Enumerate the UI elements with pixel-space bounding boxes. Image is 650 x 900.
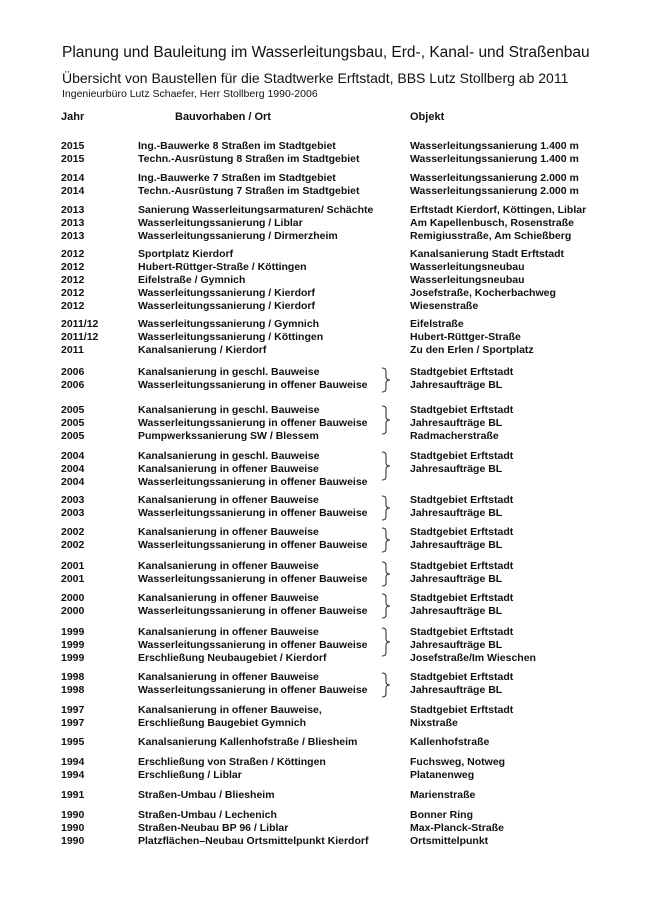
row-object: Jahresaufträge BL [410, 573, 503, 585]
row-project: Kanalsanierung in geschl. Bauweise [138, 366, 320, 378]
row-object: Kanalsanierung Stadt Erftstadt [410, 248, 565, 260]
row-project: Techn.-Ausrüstung 8 Straßen im Stadtgebiet [138, 153, 360, 165]
row-year: 2004 [61, 450, 85, 462]
table-row [0, 684, 650, 697]
table-row [0, 318, 650, 331]
row-year: 2015 [61, 153, 85, 165]
table-row [0, 605, 650, 618]
row-project: Pumpwerkssanierung SW / Blessem [138, 430, 319, 442]
row-year: 2013 [61, 204, 85, 216]
row-project: Wasserleitungssanierung in offener Bauweise [138, 539, 368, 551]
table-row [0, 652, 650, 665]
table-row [0, 822, 650, 835]
row-object: Wasserleitungssanierung 1.400 m [410, 140, 579, 152]
row-year: 1994 [61, 756, 85, 768]
row-year: 2015 [61, 140, 85, 152]
row-year: 2012 [61, 274, 85, 286]
row-year: 1990 [61, 822, 85, 834]
row-object: Stadtgebiet Erftstadt [410, 366, 514, 378]
row-project: Wasserleitungssanierung / Gymnich [138, 318, 320, 330]
row-project: Wasserleitungssanierung in offener Bauweise [138, 605, 368, 617]
row-year: 2006 [61, 379, 85, 391]
row-object: Jahresaufträge BL [410, 605, 503, 617]
table-row [0, 494, 650, 507]
table-row [0, 379, 650, 392]
table-row [0, 789, 650, 802]
column-header-year: Jahr [61, 111, 85, 123]
curly-brace-icon [380, 593, 392, 619]
row-project: Kanalsanierung in offener Bauweise [138, 560, 319, 572]
table-row [0, 417, 650, 430]
row-year: 2005 [61, 430, 85, 442]
row-project: Straßen-Umbau / Bliesheim [138, 789, 275, 801]
row-project: Wasserleitungssanierung in offener Bauweise [138, 684, 368, 696]
row-object: Hubert-Rüttger-Straße [410, 331, 521, 343]
row-project: Kanalsanierung in offener Bauweise [138, 592, 319, 604]
row-project: Kanalsanierung in geschl. Bauweise [138, 404, 320, 416]
row-object: Stadtgebiet Erftstadt [410, 526, 514, 538]
row-object: Josefstraße/Im Wieschen [410, 652, 536, 664]
row-object: Zu den Erlen / Sportplatz [410, 344, 534, 356]
table-row [0, 172, 650, 185]
row-year: 2001 [61, 560, 85, 572]
table-row [0, 463, 650, 476]
row-year: 2011 [61, 344, 84, 356]
row-year: 1999 [61, 639, 85, 651]
row-year: 2000 [61, 605, 85, 617]
table-row [0, 287, 650, 300]
row-project: Techn.-Ausrüstung 7 Straßen im Stadtgebiet [138, 185, 360, 197]
row-year: 2011/12 [61, 331, 99, 343]
table-row [0, 153, 650, 166]
row-year: 1999 [61, 626, 85, 638]
row-project: Kanalsanierung / Kierdorf [138, 344, 267, 356]
row-project: Erschließung Baugebiet Gymnich [138, 717, 307, 729]
row-project: Kanalsanierung in offener Bauweise [138, 463, 319, 475]
row-year: 1990 [61, 809, 85, 821]
row-object: Eifelstraße [410, 318, 464, 330]
row-year: 2005 [61, 417, 85, 429]
row-year: 1994 [61, 769, 85, 781]
row-year: 1997 [61, 704, 85, 716]
row-year: 2006 [61, 366, 85, 378]
row-project: Eifelstraße / Gymnich [138, 274, 246, 286]
curly-brace-icon [380, 561, 392, 587]
curly-brace-icon [380, 367, 392, 393]
row-year: 2014 [61, 185, 85, 197]
row-project: Kanalsanierung Kallenhofstraße / Bliesheim [138, 736, 358, 748]
row-object: Am Kapellenbusch, Rosenstraße [410, 217, 574, 229]
row-year: 2013 [61, 230, 85, 242]
table-row [0, 140, 650, 153]
table-row [0, 539, 650, 552]
table-row [0, 300, 650, 313]
row-object: Stadtgebiet Erftstadt [410, 626, 514, 638]
row-year: 1995 [61, 736, 85, 748]
table-row [0, 717, 650, 730]
row-object: Wasserleitungssanierung 2.000 m [410, 172, 579, 184]
row-object: Max-Planck-Straße [410, 822, 504, 834]
row-year: 2003 [61, 494, 85, 506]
row-project: Wasserleitungssanierung in offener Bauweise [138, 379, 368, 391]
row-project: Sportplatz Kierdorf [138, 248, 234, 260]
row-object: Erftstadt Kierdorf, Köttingen, Liblar [410, 204, 587, 216]
row-object: Jahresaufträge BL [410, 684, 503, 696]
row-project: Wasserleitungssanierung / Liblar [138, 217, 303, 229]
table-row [0, 639, 650, 652]
row-year: 2005 [61, 404, 85, 416]
table-row [0, 217, 650, 230]
row-year: 2014 [61, 172, 85, 184]
curly-brace-icon [380, 451, 392, 481]
table-row [0, 248, 650, 261]
row-object: Remigiusstraße, Am Schießberg [410, 230, 572, 242]
column-header-object: Objekt [410, 111, 445, 123]
table-row [0, 366, 650, 379]
row-object: Kallenhofstraße [410, 736, 490, 748]
row-project: Sanierung Wasserleitungsarmaturen/ Schächte [138, 204, 374, 216]
row-project: Kanalsanierung in offener Bauweise [138, 671, 319, 683]
table-row [0, 756, 650, 769]
row-object: Wasserleitungsneubau [410, 274, 525, 286]
table-row [0, 230, 650, 243]
row-object: Ortsmittelpunkt [410, 835, 489, 847]
row-year: 1997 [61, 717, 85, 729]
curly-brace-icon [380, 405, 392, 435]
author-line: Ingenieurbüro Lutz Schaefer, Herr Stollberg 1990-2006 [62, 88, 318, 100]
page-title: Planung und Bauleitung im Wasserleitungsbau, Erd-, Kanal- und Straßenbau [62, 44, 590, 61]
table-row [0, 573, 650, 586]
row-project: Kanalsanierung in offener Bauweise [138, 526, 319, 538]
table-row [0, 835, 650, 848]
row-object: Jahresaufträge BL [410, 463, 503, 475]
table-row [0, 809, 650, 822]
page-subtitle: Übersicht von Baustellen für die Stadtwerke Erftstadt, BBS Lutz Stollberg ab 2011 [62, 70, 569, 86]
row-object: Wiesenstraße [410, 300, 479, 312]
row-project: Wasserleitungssanierung in offener Bauweise [138, 507, 368, 519]
table-row [0, 526, 650, 539]
row-year: 1999 [61, 652, 85, 664]
row-object: Nixstraße [410, 717, 458, 729]
row-object: Wasserleitungssanierung 2.000 m [410, 185, 579, 197]
row-year: 1998 [61, 671, 85, 683]
row-object: Stadtgebiet Erftstadt [410, 704, 514, 716]
row-object: Fuchsweg, Notweg [410, 756, 506, 768]
table-row [0, 671, 650, 684]
column-header-project: Bauvorhaben / Ort [175, 111, 271, 123]
row-object: Jahresaufträge BL [410, 507, 503, 519]
row-object: Wasserleitungsneubau [410, 261, 525, 273]
row-year: 2011/12 [61, 318, 99, 330]
table-row [0, 476, 650, 489]
row-object: Stadtgebiet Erftstadt [410, 404, 514, 416]
row-project: Wasserleitungssanierung in offener Bauweise [138, 573, 368, 585]
table-row [0, 507, 650, 520]
row-object: Jahresaufträge BL [410, 539, 503, 551]
row-object: Stadtgebiet Erftstadt [410, 560, 514, 572]
row-project: Ing.-Bauwerke 7 Straßen im Stadtgebiet [138, 172, 336, 184]
row-year: 1998 [61, 684, 85, 696]
curly-brace-icon [380, 527, 392, 553]
row-project: Straßen-Neubau BP 96 / Liblar [138, 822, 289, 834]
row-object: Josefstraße, Kocherbachweg [410, 287, 556, 299]
row-project: Erschließung Neubaugebiet / Kierdorf [138, 652, 327, 664]
table-row [0, 261, 650, 274]
table-row [0, 626, 650, 639]
row-year: 2004 [61, 463, 85, 475]
curly-brace-icon [380, 672, 392, 698]
row-object: Stadtgebiet Erftstadt [410, 592, 514, 604]
row-project: Straßen-Umbau / Lechenich [138, 809, 277, 821]
table-row [0, 704, 650, 717]
row-project: Ing.-Bauwerke 8 Straßen im Stadtgebiet [138, 140, 336, 152]
row-project: Wasserleitungssanierung in offener Bauweise [138, 417, 368, 429]
table-row [0, 404, 650, 417]
row-year: 2012 [61, 261, 85, 273]
row-year: 2012 [61, 287, 85, 299]
row-year: 2003 [61, 507, 85, 519]
row-project: Hubert-Rüttger-Straße / Köttingen [138, 261, 307, 273]
row-project: Wasserleitungssanierung in offener Bauweise [138, 476, 368, 488]
row-project: Kanalsanierung in offener Bauweise [138, 494, 319, 506]
table-row [0, 430, 650, 443]
row-object: Wasserleitungssanierung 1.400 m [410, 153, 579, 165]
row-project: Wasserleitungssanierung / Kierdorf [138, 287, 315, 299]
row-project: Wasserleitungssanierung / Köttingen [138, 331, 324, 343]
row-year: 2002 [61, 539, 85, 551]
row-project: Erschließung / Liblar [138, 769, 242, 781]
table-row [0, 204, 650, 217]
curly-brace-icon [380, 495, 392, 521]
row-object: Radmacherstraße [410, 430, 499, 442]
row-year: 2012 [61, 300, 85, 312]
row-year: 2012 [61, 248, 85, 260]
row-project: Wasserleitungssanierung / Kierdorf [138, 300, 315, 312]
table-row [0, 450, 650, 463]
row-year: 2002 [61, 526, 85, 538]
row-project: Erschließung von Straßen / Köttingen [138, 756, 326, 768]
row-project: Wasserleitungssanierung / Dirmerzheim [138, 230, 338, 242]
row-object: Jahresaufträge BL [410, 379, 503, 391]
table-row [0, 592, 650, 605]
row-object: Stadtgebiet Erftstadt [410, 671, 514, 683]
row-object: Stadtgebiet Erftstadt [410, 494, 514, 506]
row-year: 2004 [61, 476, 85, 488]
row-object: Bonner Ring [410, 809, 473, 821]
row-year: 2000 [61, 592, 85, 604]
row-project: Kanalsanierung in offener Bauweise [138, 626, 319, 638]
row-project: Kanalsanierung in geschl. Bauweise [138, 450, 320, 462]
table-row [0, 736, 650, 749]
row-object: Jahresaufträge BL [410, 417, 503, 429]
table-row [0, 274, 650, 287]
row-object: Marienstraße [410, 789, 476, 801]
table-row [0, 560, 650, 573]
row-year: 2001 [61, 573, 85, 585]
row-year: 1991 [61, 789, 85, 801]
row-object: Jahresaufträge BL [410, 639, 503, 651]
row-project: Kanalsanierung in offener Bauweise, [138, 704, 322, 716]
row-project: Wasserleitungssanierung in offener Bauweise [138, 639, 368, 651]
row-year: 1990 [61, 835, 85, 847]
table-row [0, 344, 650, 357]
curly-brace-icon [380, 627, 392, 657]
table-row [0, 185, 650, 198]
row-object: Platanenweg [410, 769, 475, 781]
row-year: 2013 [61, 217, 85, 229]
table-row [0, 331, 650, 344]
row-project: Platzflächen–Neubau Ortsmittelpunkt Kierdorf [138, 835, 369, 847]
row-object: Stadtgebiet Erftstadt [410, 450, 514, 462]
table-row [0, 769, 650, 782]
